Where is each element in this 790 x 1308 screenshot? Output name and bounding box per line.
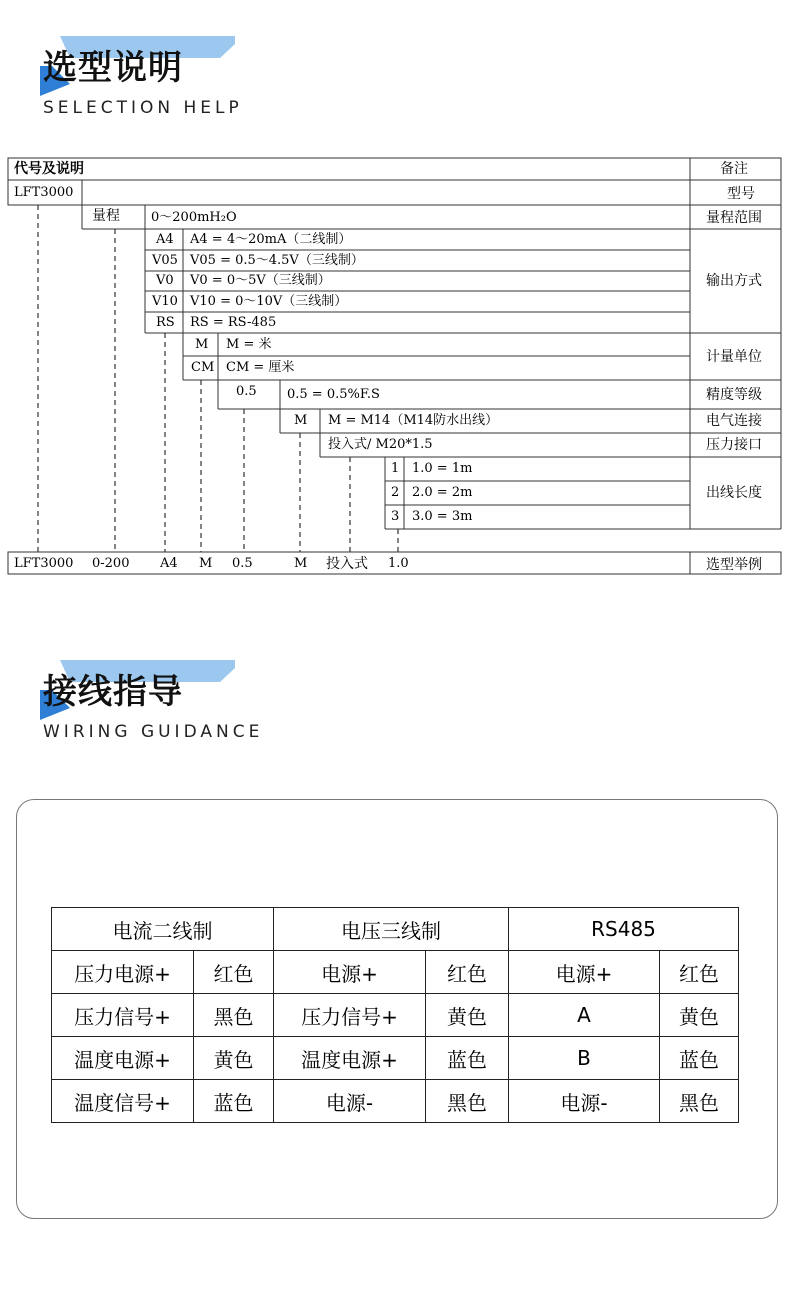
cell-signal: B [509,1037,660,1080]
output-rs-code: RS [156,315,175,330]
unit-m-code: M [195,337,209,352]
example-accuracy: 0.5 [232,556,253,571]
cell-color: 黑色 [194,994,274,1037]
accuracy-code: 0.5 [236,384,257,399]
cell-color: 黄色 [660,994,739,1037]
table-row [52,994,739,1037]
unit-cm-desc: CM = 厘米 [226,360,295,375]
example-output: A4 [160,556,178,571]
output-v05-desc: V05 = 0.5～4.5V（三线制） [190,253,364,268]
section-subtitle-selection: SELECTION HELP [43,98,243,118]
note-electrical: 电气连接 [706,413,762,429]
range-label: 量程 [92,208,120,224]
cell-signal: 温度电源+ [274,1037,426,1080]
cell-signal: 电源+ [274,951,426,994]
output-v05-code: V05 [152,253,178,268]
output-a4-desc: A4 = 4～20mA（二线制） [190,232,352,247]
cell-color: 黑色 [426,1080,509,1123]
output-v0-desc: V0 = 0～5V（三线制） [190,273,331,288]
cell-signal: 压力信号+ [274,994,426,1037]
header-code-label: 代号及说明 [14,161,84,177]
unit-cm-code: CM [191,360,215,375]
unit-m-desc: M = 米 [226,337,272,352]
cell-color: 蓝色 [426,1037,509,1080]
length3-code: 3 [391,509,400,524]
example-connection: M [294,556,308,571]
example-length: 1.0 [388,556,409,571]
output-a4-code: A4 [156,232,174,247]
accuracy-desc: 0.5 = 0.5%F.S [287,387,380,402]
cell-signal: 温度电源+ [52,1037,194,1080]
note-model: 型号 [727,186,755,202]
cell-signal: 电源- [509,1080,660,1123]
header-current-2wire: 电流二线制 [52,908,274,951]
cell-signal: 压力信号+ [52,994,194,1037]
cell-color: 红色 [426,951,509,994]
cell-signal: 温度信号+ [52,1080,194,1123]
note-unit: 计量单位 [706,349,762,365]
cell-color: 黑色 [660,1080,739,1123]
length2-code: 2 [391,485,400,500]
cell-color: 蓝色 [194,1080,274,1123]
length1-code: 1 [391,461,400,476]
cell-color: 蓝色 [660,1037,739,1080]
example-unit: M [199,556,213,571]
note-example: 选型举例 [706,557,762,573]
wiring-header-row [52,908,739,951]
cell-color: 黄色 [426,994,509,1037]
length2-desc: 2.0 = 2m [412,485,473,500]
section-title-selection: 选型说明 [43,48,183,88]
cell-color: 红色 [660,951,739,994]
cell-color: 黄色 [194,1037,274,1080]
model-code: LFT3000 [14,185,74,200]
note-output: 输出方式 [706,273,762,289]
cell-signal: 电源- [274,1080,426,1123]
connection-code: M [294,413,308,428]
note-accuracy: 精度等级 [706,387,762,403]
cell-color: 红色 [194,951,274,994]
header-note-label: 备注 [720,161,748,177]
cell-signal: 压力电源+ [52,951,194,994]
output-rs-desc: RS = RS-485 [190,315,277,330]
connection-desc: M = M14（M14防水出线） [328,413,499,428]
output-v10-desc: V10 = 0～10V（三线制） [190,294,348,309]
example-model: LFT3000 [14,556,74,571]
note-range: 量程范围 [706,210,762,226]
range-value: 0～200mH₂O [151,210,237,225]
table-row [52,1037,739,1080]
cell-signal: 电源+ [509,951,660,994]
example-pressure: 投入式 [326,556,368,572]
section-subtitle-wiring: WIRING GUIDANCE [43,722,264,742]
length3-desc: 3.0 = 3m [412,509,473,524]
table-row [52,951,739,994]
table-row [52,1080,739,1123]
section-title-wiring: 接线指导 [43,672,183,712]
note-pressure: 压力接口 [706,437,762,453]
example-range: 0-200 [92,556,130,571]
cell-signal: A [509,994,660,1037]
pressure-desc: 投入式/ M20*1.5 [328,437,433,452]
note-cable: 出线长度 [706,485,762,501]
output-v0-code: V0 [156,273,174,288]
wiring-table [51,907,739,1123]
header-voltage-3wire: 电压三线制 [274,908,509,951]
output-v10-code: V10 [152,294,178,309]
header-rs485: RS485 [509,908,739,951]
length1-desc: 1.0 = 1m [412,461,473,476]
